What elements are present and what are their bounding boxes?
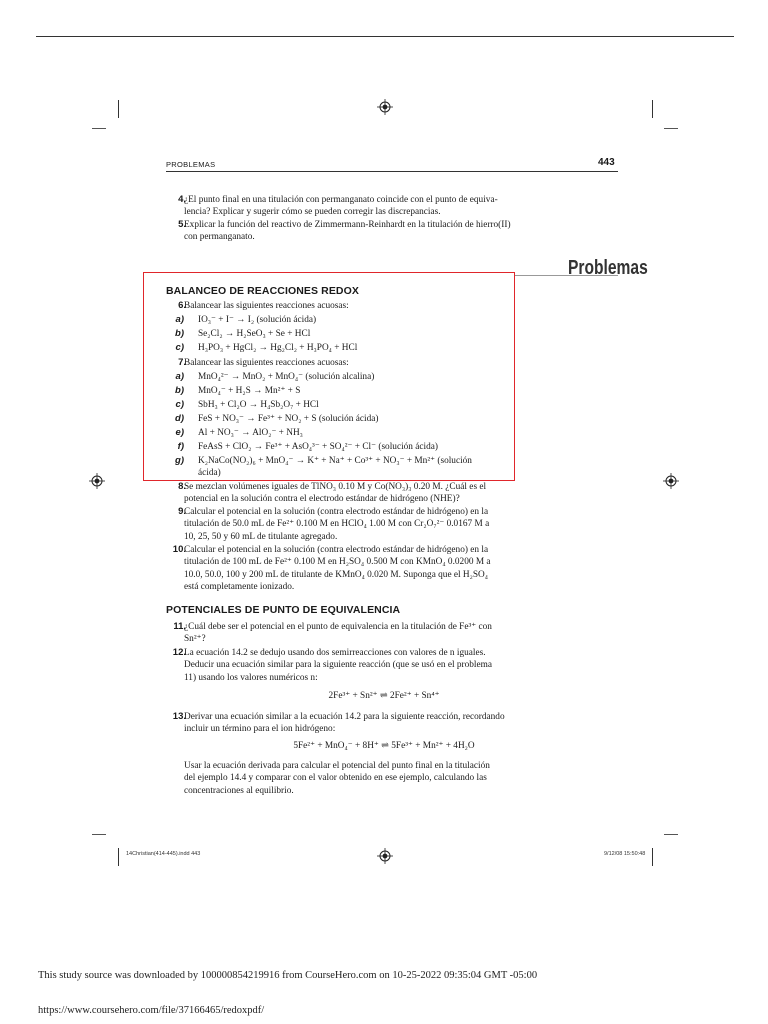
crop-mark <box>92 128 106 129</box>
registration-target-icon <box>377 848 393 864</box>
download-notice: This study source was downloaded by 100000854219916 from CourseHero.com on 10-25-2022 09:35:04 GMT -05:00 <box>38 970 538 981</box>
registration-target-icon <box>89 473 105 489</box>
side-title: Problemas <box>568 257 648 279</box>
equation-13: 5Fe²⁺ + MnO₄⁻ + 8H⁺ ⇌ 5Fe³⁺ + Mn²⁺ + 4H₂O <box>293 741 475 751</box>
equation-12: 2Fe³⁺ + Sn²⁺ ⇌ 2Fe²⁺ + Sn⁴⁺ <box>328 691 440 701</box>
section-title-potenciales: POTENCIALES DE PUNTO DE EQUIVALENCIA <box>166 604 401 616</box>
crop-mark <box>118 100 119 118</box>
crop-mark <box>664 834 678 835</box>
crop-mark <box>652 100 653 118</box>
source-url[interactable]: https://www.coursehero.com/file/37166465/redoxpdf/ <box>38 1005 265 1016</box>
registration-target-icon <box>377 99 393 115</box>
running-header-title: PROBLEMAS <box>166 160 216 169</box>
print-slug-file: 14Christian(414-445).indd 443 <box>126 851 201 857</box>
registration-target-icon <box>663 473 679 489</box>
print-slug-date: 9/12/08 15:50:48 <box>604 851 646 857</box>
header-rule <box>166 171 618 172</box>
section-title-balanceo: BALANCEO DE REACCIONES REDOX <box>166 285 359 297</box>
crop-mark <box>652 848 653 866</box>
crop-mark <box>118 848 119 866</box>
crop-mark <box>92 834 106 835</box>
crop-mark <box>664 128 678 129</box>
question-13-continuation: Usar la ecuación derivada para calcular el potencial del punto final en la titulación del ejemplo 14.4 y comparar con el valor obtenido en ese ejemplo, calculando las concentraciones al equilibrio. <box>184 761 490 796</box>
page-number: 443 <box>598 157 615 168</box>
top-rule <box>36 36 734 37</box>
